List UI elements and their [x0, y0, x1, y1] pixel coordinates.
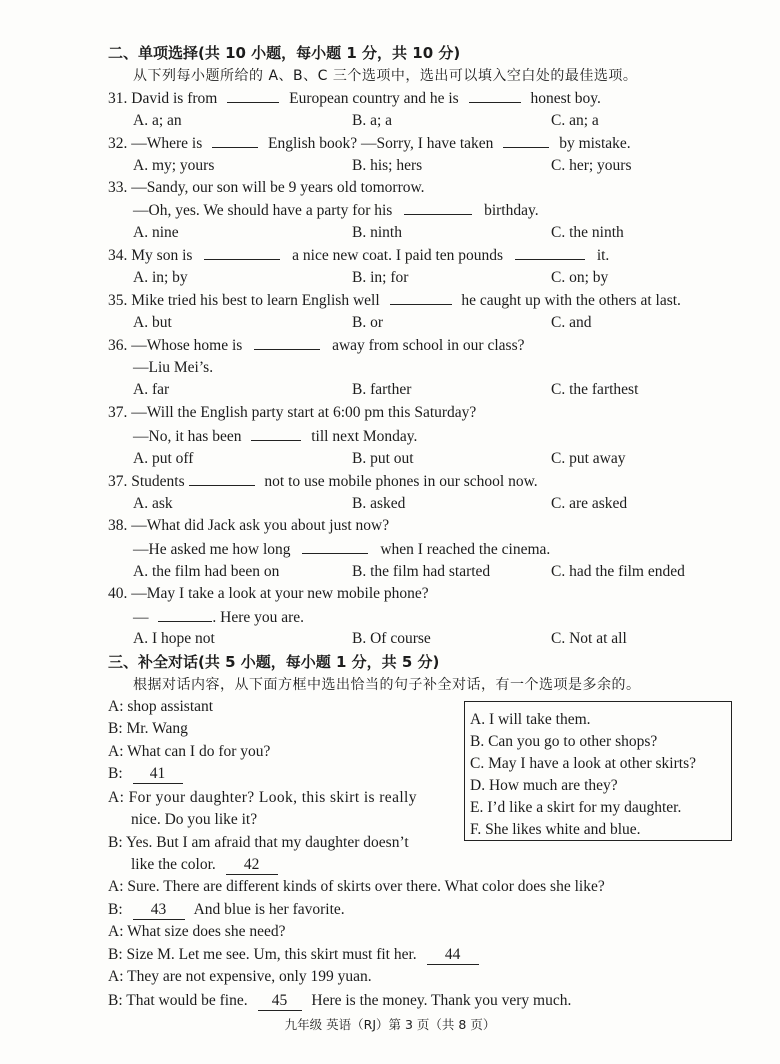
dialogue-line: A: Sure. There are different kinds of skirts over there. What color does she like? [108, 878, 605, 895]
question-answer-line: —Liu Mei’s. [133, 359, 214, 376]
option-b: B. in; for [352, 269, 409, 286]
dialogue-line: B: Yes. But I am afraid that my daughter doesn’t [108, 834, 409, 851]
dialogue-line [108, 900, 345, 920]
options-box [464, 701, 732, 841]
answer-blank [212, 133, 258, 148]
option-c: C. her; yours [551, 157, 632, 174]
option-a: A. ask [133, 495, 173, 512]
option-a: A. a; an [133, 112, 182, 129]
question-stem [108, 133, 631, 154]
stem-text: — [133, 609, 149, 626]
option-c: C. the ninth [551, 224, 624, 241]
box-option: B. Can you go to other shops? [470, 733, 658, 750]
option-a: A. the film had been on [133, 563, 280, 580]
answer-blank [227, 88, 279, 103]
question-stem [108, 290, 681, 311]
dialogue-line: A: shop assistant [108, 698, 214, 715]
dialogue-line [131, 855, 278, 875]
blank-number: 45 [258, 992, 302, 1011]
option-c: C. are asked [551, 495, 628, 512]
option-b: B. asked [352, 495, 406, 512]
option-c: C. on; by [551, 269, 609, 286]
answer-blank [189, 471, 255, 486]
answer-blank [503, 133, 549, 148]
stem-text: he caught up with the others at last. [461, 292, 681, 309]
stem-text: it. [596, 247, 610, 264]
option-c: C. put away [551, 450, 626, 467]
stem-text: by mistake. [559, 135, 631, 152]
stem-text: when I reached the cinema. [380, 541, 551, 558]
stem-text: 35. Mike tried his best to learn English well [108, 292, 380, 309]
blank-number: 43 [133, 901, 185, 920]
dialogue-text: Here is the money. Thank you very much. [311, 992, 572, 1009]
option-b: B. ninth [352, 224, 402, 241]
stem-text: away from school in our class? [332, 337, 525, 354]
page-footer: 九年级 英语（RJ）第 3 页（共 8 页） [284, 1017, 496, 1032]
box-option: C. May I have a look at other skirts? [470, 755, 696, 772]
stem-text: till next Monday. [311, 428, 418, 445]
question-stem: 37. —Will the English party start at 6:00 pm this Saturday? [108, 404, 477, 421]
dialogue-text: And blue is her favorite. [193, 901, 345, 918]
dialogue-line: A: What size does she need? [108, 923, 286, 940]
dialogue-text: B: Size M. Let me see. Um, this skirt must fit her. [108, 946, 417, 963]
answer-blank [515, 245, 585, 260]
question-stem-line2 [133, 607, 304, 628]
stem-text: —He asked me how long [133, 541, 291, 558]
option-a: A. but [133, 314, 172, 331]
stem-text: 31. David is from [108, 90, 218, 107]
dialogue-line [108, 764, 183, 784]
dialogue-line: nice. Do you like it? [131, 811, 258, 828]
speaker-label: B: [108, 901, 123, 918]
question-stem: 40. —May I take a look at your new mobile phone? [108, 585, 429, 602]
option-b: B. the film had started [352, 563, 491, 580]
answer-blank [251, 426, 301, 441]
dialogue-line [108, 991, 571, 1011]
option-a: A. I hope not [133, 630, 215, 647]
answer-blank [390, 290, 452, 305]
box-option: E. I’d like a skirt for my daughter. [470, 799, 682, 816]
question-stem [108, 335, 524, 356]
dialogue-line: A: What can I do for you? [108, 743, 271, 760]
section-title: 三、补全对话(共 5 小题，每小题 1 分，共 5 分) [108, 653, 440, 671]
question-stem [108, 471, 538, 492]
stem-text: European country and he is [289, 90, 459, 107]
blank-number: 41 [133, 765, 183, 784]
dialogue-line: A: They are not expensive, only 199 yuan. [108, 968, 372, 985]
option-c: C. had the film ended [551, 563, 685, 580]
option-b: B. put out [352, 450, 414, 467]
question-stem [108, 88, 601, 109]
dialogue-text: B: That would be fine. [108, 992, 248, 1009]
speaker-label: B: [108, 765, 123, 782]
answer-blank [404, 200, 472, 215]
question-stem-line2 [133, 426, 417, 447]
option-a: A. nine [133, 224, 179, 241]
section-instruction: 根据对话内容，从下面方框中选出恰当的句子补全对话，有一个选项是多余的。 [133, 677, 641, 693]
stem-text: honest boy. [530, 90, 601, 107]
dialogue-line: A: For your daughter? Look, this skirt is really [108, 789, 417, 806]
option-b: B. or [352, 314, 383, 331]
stem-text: 36. —Whose home is [108, 337, 243, 354]
blank-number: 44 [427, 946, 479, 965]
option-c: C. Not at all [551, 630, 627, 647]
stem-text: birthday. [484, 202, 539, 219]
dialogue-line [108, 945, 479, 965]
answer-blank [204, 245, 280, 260]
question-stem: 33. —Sandy, our son will be 9 years old tomorrow. [108, 179, 425, 196]
stem-text: —Oh, yes. We should have a party for his [133, 202, 393, 219]
section-title: 二、单项选择(共 10 小题，每小题 1 分，共 10 分) [108, 44, 461, 62]
answer-blank [469, 88, 521, 103]
option-b: B. Of course [352, 630, 431, 647]
stem-text: a nice new coat. I paid ten pounds [292, 247, 504, 264]
option-b: B. his; hers [352, 157, 423, 174]
option-a: A. in; by [133, 269, 188, 286]
answer-blank [158, 607, 212, 622]
dialogue-line: B: Mr. Wang [108, 720, 188, 737]
stem-text: —No, it has been [133, 428, 242, 445]
option-c: C. and [551, 314, 592, 331]
stem-text: English book? —Sorry, I have taken [268, 135, 494, 152]
section-instruction: 从下列每小题所给的 A、B、C 三个选项中，选出可以填入空白处的最佳选项。 [133, 68, 638, 84]
question-stem: 38. —What did Jack ask you about just now? [108, 517, 390, 534]
stem-text: 34. My son is [108, 247, 193, 264]
option-b: B. a; a [352, 112, 393, 129]
stem-text: 37. Students [108, 473, 185, 490]
box-option: D. How much are they? [470, 777, 618, 794]
box-option: F. She likes white and blue. [470, 821, 641, 838]
option-c: C. an; a [551, 112, 599, 129]
stem-text: not to use mobile phones in our school now. [264, 473, 538, 490]
option-a: A. far [133, 381, 170, 398]
box-option: A. I will take them. [470, 711, 591, 728]
answer-blank [302, 539, 368, 554]
question-stem [108, 245, 609, 266]
dialogue-text: like the color. [131, 856, 216, 873]
blank-number: 42 [226, 856, 278, 875]
answer-blank [254, 335, 320, 350]
stem-text: . Here you are. [212, 609, 305, 626]
stem-text: 32. —Where is [108, 135, 203, 152]
option-a: A. my; yours [133, 157, 215, 174]
question-stem-line2 [133, 539, 550, 560]
option-a: A. put off [133, 450, 194, 467]
option-b: B. farther [352, 381, 412, 398]
option-c: C. the farthest [551, 381, 639, 398]
question-stem-line2 [133, 200, 539, 221]
